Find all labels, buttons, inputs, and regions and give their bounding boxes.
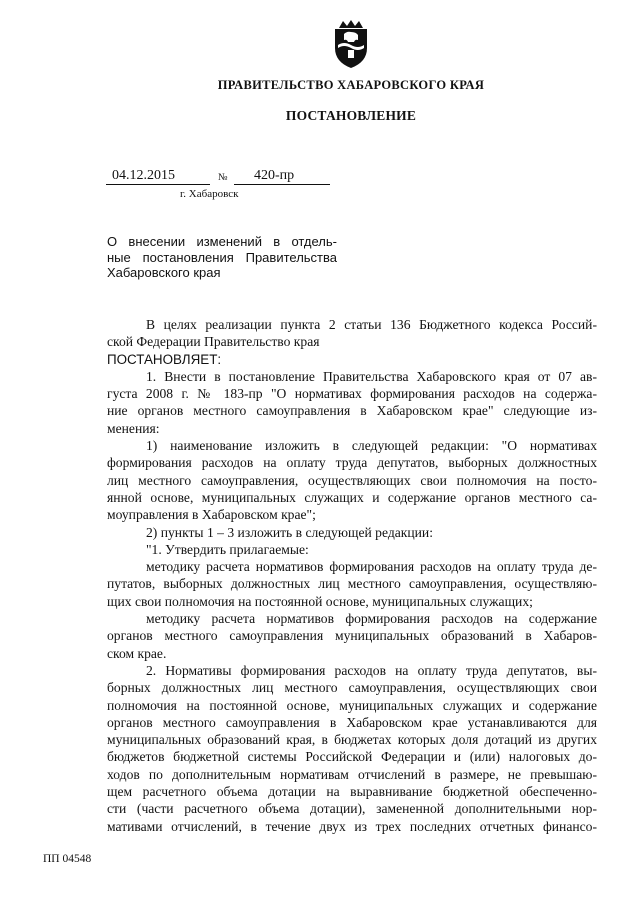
number-sign: №	[218, 172, 228, 183]
body-line: полномочия на постоянной основе, муниципальных служащих и содержание	[107, 697, 597, 713]
document-body	[107, 316, 597, 835]
body-line: В целях реализации пункта 2 статьи 136 Бюджетного кодекса Россий-	[146, 317, 597, 332]
body-line: путатов, выборных должностных лиц местного самоуправления, осуществляю-	[107, 576, 597, 592]
body-line: моуправления в Хабаровском крае";	[107, 507, 316, 523]
body-line: менения:	[107, 420, 160, 436]
body-line: ском крае.	[107, 645, 167, 661]
body-line: 1) наименование изложить в следующей редакции: "О нормативах	[146, 438, 597, 454]
subject-line: ные постановления Правительства	[107, 249, 337, 265]
body-line: щем расчетного объема дотации на выравнивание бюджетной обеспеченно-	[107, 784, 597, 800]
body-line: "1. Утвердить прилагаемые:	[146, 541, 309, 557]
body-line: борных должностных лиц местного самоуправления, осуществляющих свои	[107, 680, 597, 696]
body-line: щих свои полномочия на постоянной основе, муниципальных служащих;	[107, 593, 533, 609]
document-code: ПП 04548	[43, 853, 92, 865]
document-number: 420-пр	[234, 168, 330, 185]
body-line: методику расчета нормативов формирования расходов на содержание	[146, 611, 597, 627]
document-subject	[107, 234, 337, 281]
body-line: муниципальных образований края, в бюджетах которых доля дотаций из других	[107, 732, 597, 748]
subject-line: О внесении изменений в отдель-	[107, 234, 337, 249]
body-line: ходов по дополнительным нормативам отчислений в размере, не превышаю-	[107, 766, 597, 782]
body-line: ние органов местного самоуправления в Хабаровском крае" следующие из-	[107, 403, 597, 419]
body-line: бюджетов бюджетной системы Российской Федерации и (или) налоговых до-	[107, 749, 597, 765]
document-date: 04.12.2015	[106, 168, 210, 185]
body-line: 1. Внести в постановление Правительства Хабаровского края от 07 ав-	[146, 368, 597, 384]
body-line: методику расчета нормативов формирования расходов на оплату труда де-	[146, 559, 597, 575]
body-line: лиц местного самоуправления, осуществляющих свои полномочия на посто-	[107, 472, 597, 488]
body-line: органов местного самоуправления муниципальных образований в Хабаров-	[107, 628, 597, 644]
body-line: 2. Нормативы формирования расходов на оплату труда депутатов, вы-	[146, 662, 597, 678]
body-line: ПОСТАНОВЛЯЕТ:	[107, 351, 222, 367]
body-line: органов местного самоуправления в Хабаровском крае устанавливаются для	[107, 714, 597, 730]
body-line: формирования расходов на оплату труда депутатов, выборных должностных	[107, 455, 597, 471]
body-line: мативами отчислений, в течение двух из трех последних отчетных финансо-	[107, 818, 597, 834]
coat-of-arms-icon	[327, 18, 375, 70]
document-city: г. Хабаровск	[180, 188, 239, 200]
body-line: 2) пункты 1 – 3 изложить в следующей редакции:	[146, 524, 433, 540]
subject-line: Хабаровского края	[107, 265, 221, 280]
document-type-heading: ПОСТАНОВЛЕНИЕ	[285, 108, 417, 123]
body-line: сти (части расчетного объема дотации), замененной дополнительными нор-	[107, 801, 597, 817]
government-title: ПРАВИТЕЛЬСТВО ХАБАРОВСКОГО КРАЯ	[217, 78, 485, 92]
body-line: ской Федерации Правительство края	[107, 334, 320, 350]
body-line: янной основе, муниципальных служащих и содержание органов местного са-	[107, 489, 597, 505]
body-line: густа 2008 г. № 183-пр "О нормативах формирования расходов на содержа-	[107, 386, 597, 402]
